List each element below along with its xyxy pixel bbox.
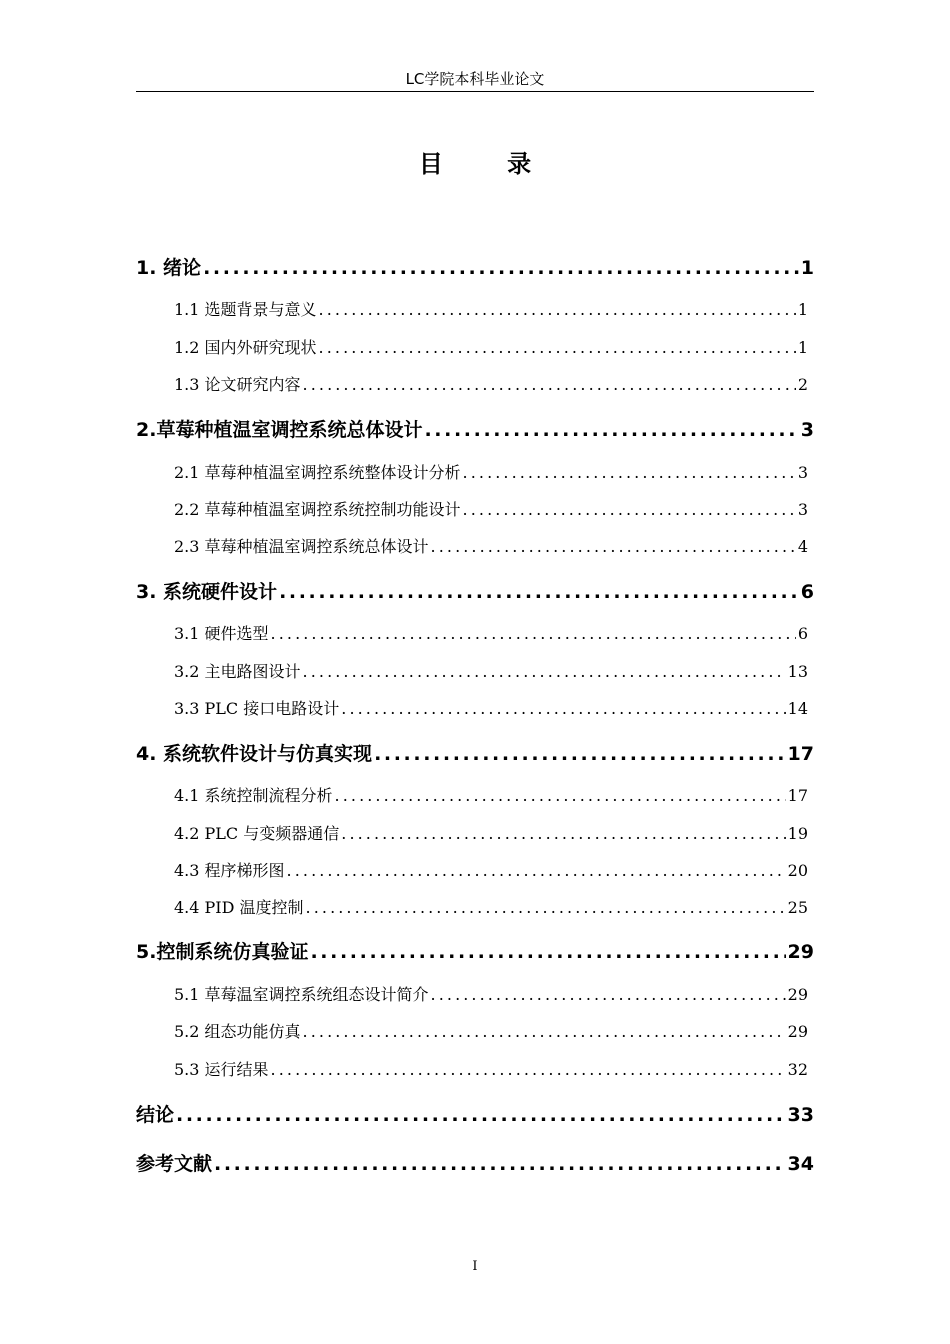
page-number: I [472,1259,478,1274]
dot-leader [214,1153,786,1175]
toc-entry-2-3[interactable] [174,534,808,557]
toc-entry-label: 3.2 主电路图设计 [174,662,301,681]
toc-entry-1-3[interactable] [174,372,808,395]
toc-entry-label: 1.1 选题背景与意义 [174,300,317,319]
toc-entry-page: 20 [787,861,808,880]
toc-entry-label: 1. 绪论 [136,257,202,279]
dot-leader [271,624,796,643]
toc-entry-label: 3.1 硬件选型 [174,624,269,643]
toc-entry-page: 4 [797,537,808,556]
toc-entry-label: 4. 系统软件设计与仿真实现 [136,743,373,765]
toc-entry-5-2[interactable] [174,1019,808,1042]
toc-entry-page: 34 [787,1153,814,1175]
toc-entry-page: 33 [787,1104,814,1126]
toc-entry-label: 2.3 草莓种植温室调控系统总体设计 [174,537,429,556]
toc-entry-page: 25 [787,898,808,917]
dot-leader [463,463,796,482]
dot-leader [424,419,798,441]
dot-leader [303,662,786,681]
toc-entry-page: 17 [787,743,814,765]
toc-entry-1-2[interactable] [174,335,808,358]
toc-entry-page: 29 [787,1022,808,1041]
dot-leader [319,338,796,357]
toc-entry-chapter-2[interactable] [136,415,814,442]
toc-entry-chapter-3[interactable] [136,577,814,604]
toc-entry-label: 3. 系统硬件设计 [136,581,278,603]
dot-leader [287,861,786,880]
toc-entry-page: 13 [787,662,808,681]
toc-entry-page: 2 [797,375,808,394]
toc-entry-label: 3.3 PLC 接口电路设计 [174,699,340,718]
toc-entry-page: 6 [797,624,808,643]
toc-entry-label: 1.3 论文研究内容 [174,375,301,394]
dot-leader [463,500,796,519]
toc-entry-label: 4.4 PID 温度控制 [174,898,304,917]
toc-entry-conclusion[interactable] [136,1100,814,1127]
toc-entry-label: 结论 [136,1104,175,1126]
toc-entry-3-1[interactable] [174,621,808,644]
toc-entry-4-1[interactable] [174,783,808,806]
dot-leader [303,375,796,394]
toc-entry-page: 1 [800,257,814,279]
toc-entry-chapter-1[interactable] [136,253,814,280]
toc-entry-label: 5.1 草莓温室调控系统组态设计简介 [174,985,429,1004]
toc-entry-page: 3 [797,463,808,482]
toc-entry-label: 1.2 国内外研究现状 [174,338,317,357]
dot-leader [203,257,799,279]
toc-entry-page: 19 [787,824,808,843]
toc-entry-label: 4.1 系统控制流程分析 [174,786,333,805]
toc-entry-label: 5.2 组态功能仿真 [174,1022,301,1041]
toc-entry-page: 17 [787,786,808,805]
toc-entry-page: 29 [787,985,808,1004]
toc-entry-label: 2.2 草莓种植温室调控系统控制功能设计 [174,500,461,519]
toc-entry-4-4[interactable] [174,895,808,918]
dot-leader [306,898,786,917]
toc-entry-3-2[interactable] [174,659,808,682]
toc-title: 目 录 [418,150,560,178]
dot-leader [374,743,785,765]
toc-entry-page: 29 [787,941,814,963]
dot-leader [431,537,796,556]
toc-entry-label: 5.3 运行结果 [174,1060,269,1079]
toc-entry-label: 4.2 PLC 与变频器通信 [174,824,340,843]
toc-entry-page: 3 [797,500,808,519]
toc-entry-page: 1 [797,300,808,319]
running-header: LC学院本科毕业论文 [405,70,545,88]
dot-leader [341,699,785,718]
toc-entry-5-1[interactable] [174,982,808,1005]
dot-leader [310,941,785,963]
toc-entry-page: 3 [800,419,814,441]
toc-entry-label: 2.草莓种植温室调控系统总体设计 [136,419,423,441]
toc-entry-2-1[interactable] [174,460,808,483]
toc-entry-1-1[interactable] [174,297,808,320]
dot-leader [431,985,786,1004]
dot-leader [341,824,785,843]
dot-leader [271,1060,786,1079]
dot-leader [319,300,796,319]
dot-leader [303,1022,786,1041]
toc-entry-4-2[interactable] [174,821,808,844]
dot-leader [279,581,799,603]
toc-entry-2-2[interactable] [174,497,808,520]
toc-entry-page: 32 [787,1060,808,1079]
toc-entry-3-3[interactable] [174,696,808,719]
toc-entry-label: 5.控制系统仿真验证 [136,941,309,963]
toc-entry-chapter-5[interactable] [136,937,814,964]
dot-leader [176,1104,786,1126]
dot-leader [335,786,786,805]
toc-entry-label: 参考文献 [136,1153,213,1175]
toc-entry-page: 14 [787,699,808,718]
toc-entry-label: 2.1 草莓种植温室调控系统整体设计分析 [174,463,461,482]
toc-entry-5-3[interactable] [174,1057,808,1080]
toc-entry-page: 6 [800,581,814,603]
toc-entry-references[interactable] [136,1149,814,1176]
toc-entry-page: 1 [797,338,808,357]
toc-entry-label: 4.3 程序梯形图 [174,861,285,880]
toc-entry-4-3[interactable] [174,858,808,881]
toc-entry-chapter-4[interactable] [136,739,814,766]
